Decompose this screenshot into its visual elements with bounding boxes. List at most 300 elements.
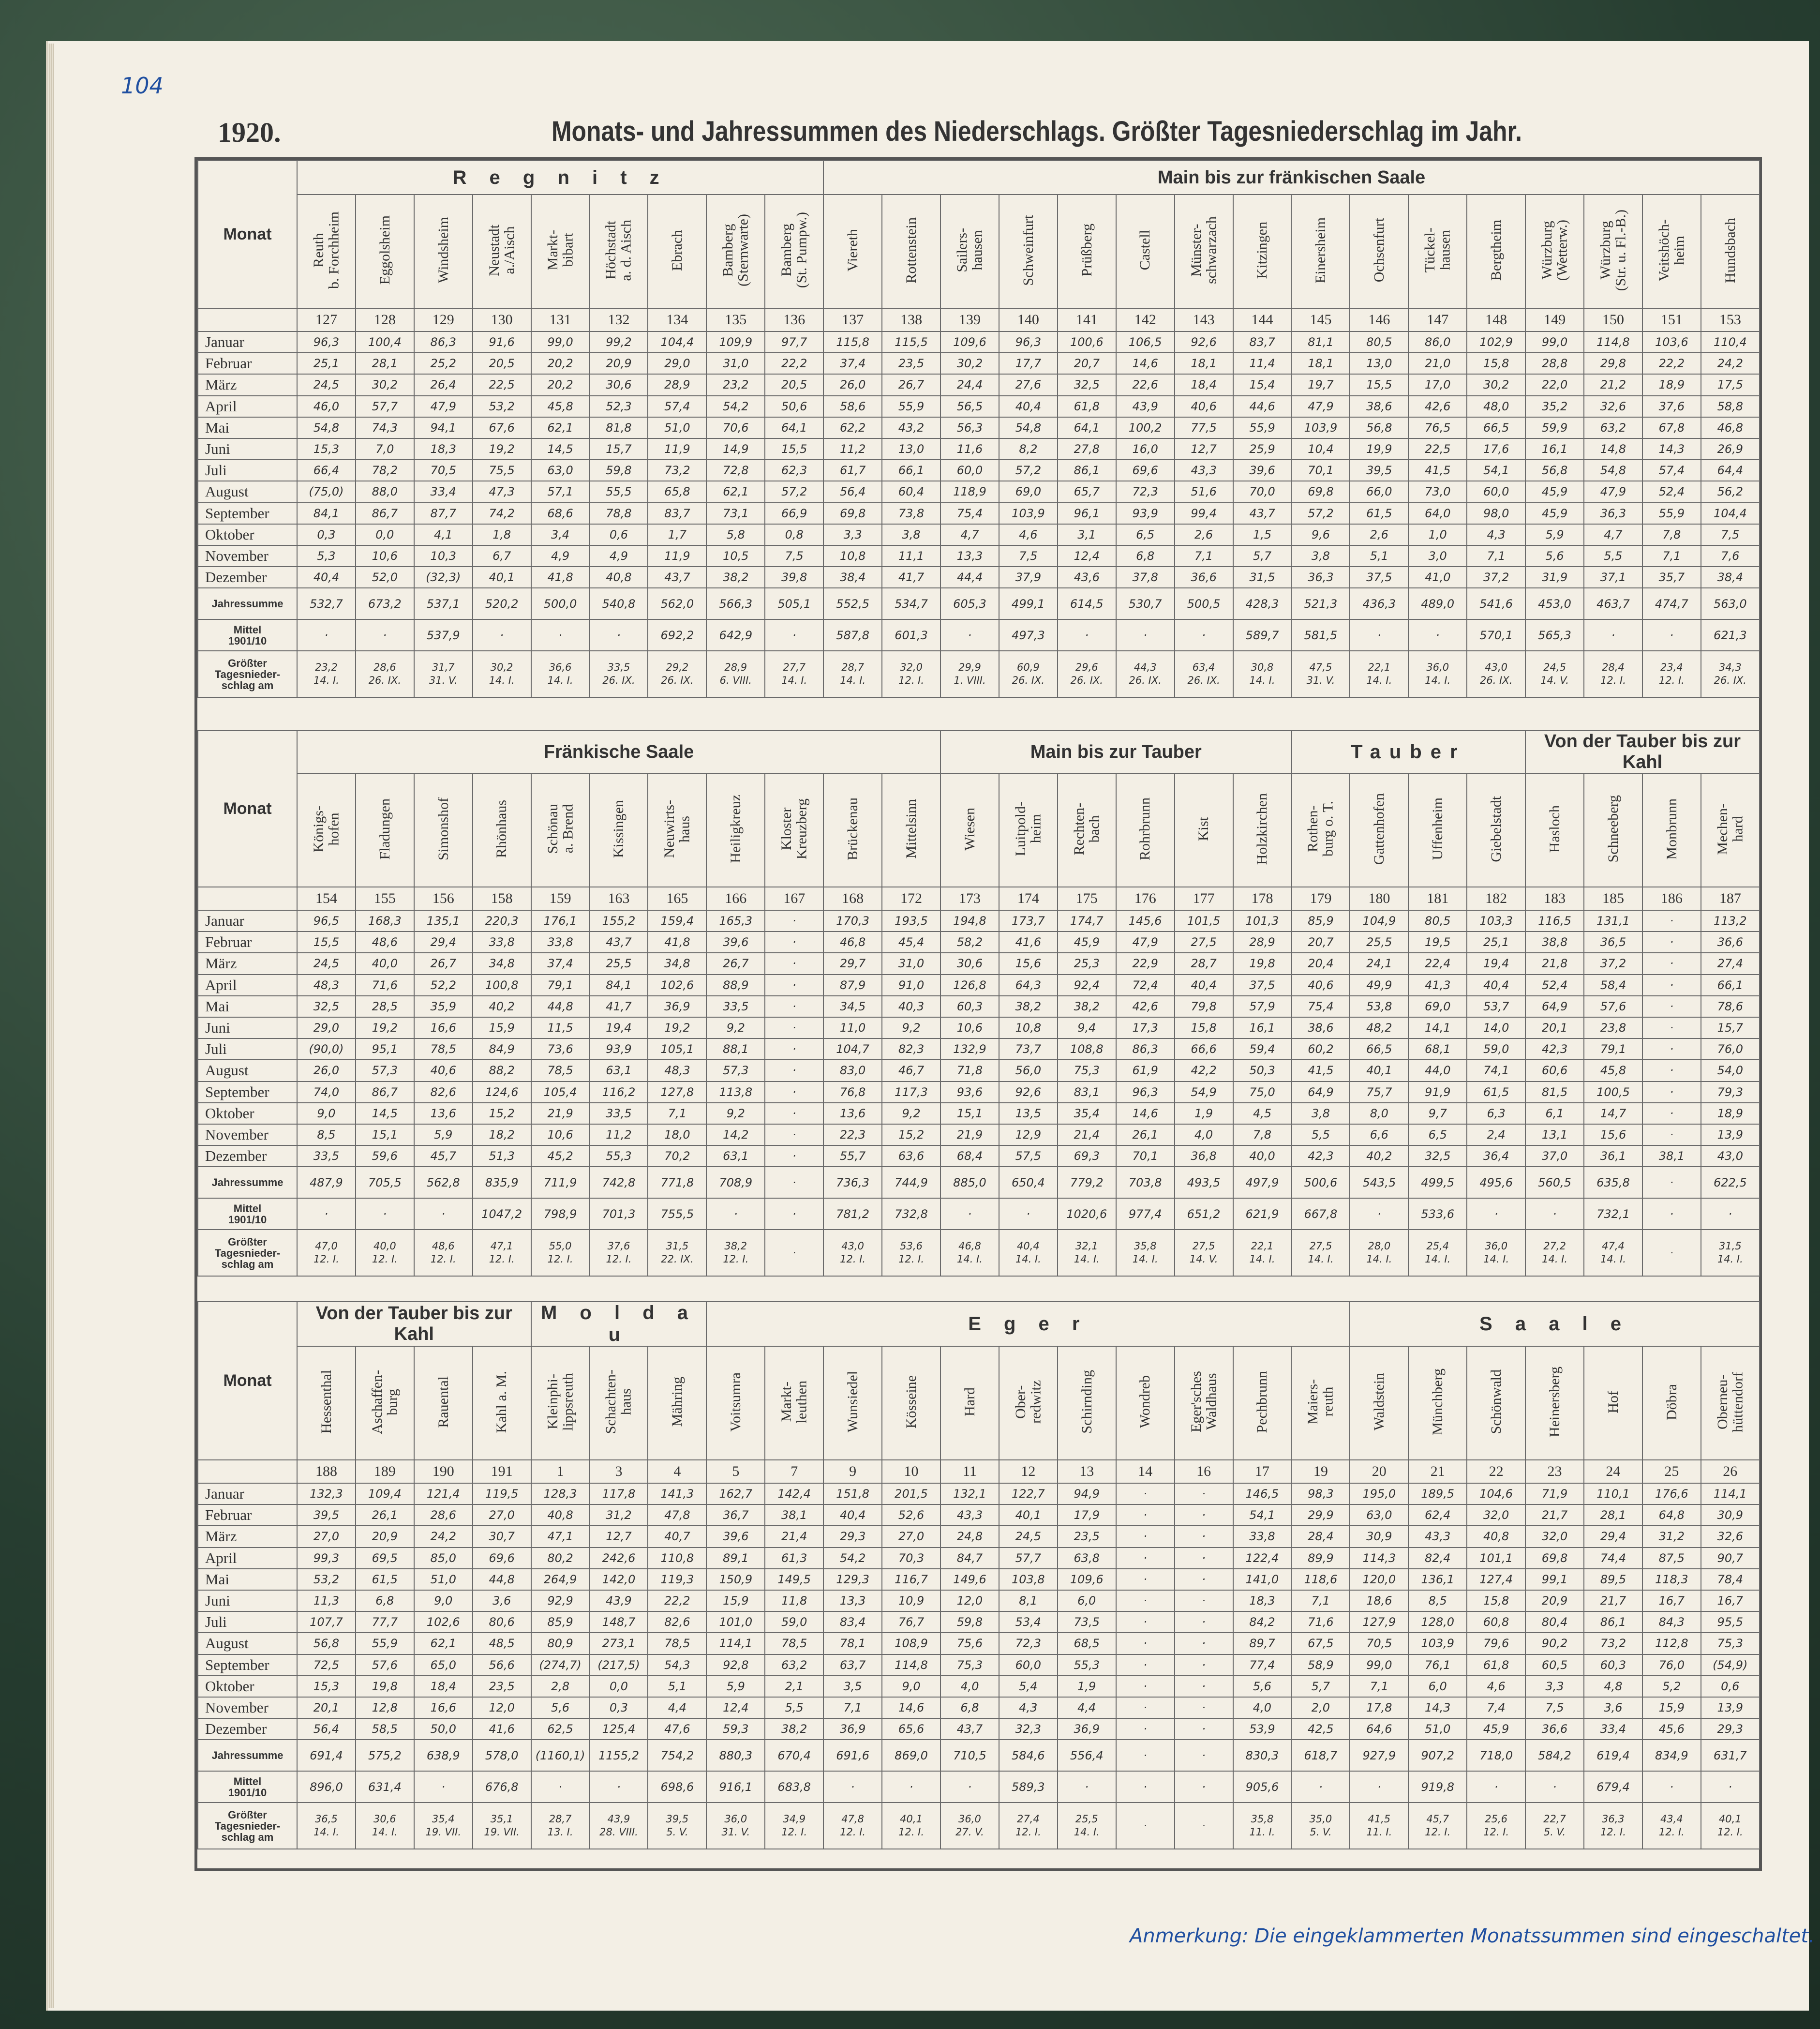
- value-cell: 39,6: [706, 932, 765, 953]
- station-name-label: Tückel- hausen: [1422, 227, 1453, 273]
- value-cell: 86,3: [1116, 1038, 1175, 1060]
- precipitation-table: [194, 157, 1762, 1871]
- value-cell: 57,4: [1642, 460, 1701, 481]
- value-cell: 75,7: [1350, 1082, 1408, 1103]
- mittel-cell: ·: [882, 1771, 940, 1803]
- value-cell: 13,1: [1525, 1124, 1584, 1145]
- value-cell: 59,8: [590, 460, 648, 481]
- value-cell: 49,9: [1350, 975, 1408, 996]
- month-label: August: [198, 1060, 297, 1081]
- value-cell: 67,8: [1642, 417, 1701, 438]
- value-cell: 73,1: [706, 503, 765, 524]
- value-cell: 26,7: [414, 953, 473, 974]
- jahressumme-cell: 556,4: [1058, 1740, 1116, 1771]
- value-cell: 36,7: [706, 1504, 765, 1526]
- station-number: 182: [1467, 887, 1525, 910]
- station-number: 138: [882, 308, 940, 331]
- mittel-cell: 642,9: [706, 619, 765, 651]
- mittel-cell: ·: [414, 1771, 473, 1803]
- jahressumme-label: Jahressumme: [198, 1740, 297, 1771]
- value-cell: 5,7: [1291, 1676, 1350, 1697]
- value-cell: 16,6: [414, 1697, 473, 1718]
- station-name-label: Monbrunn: [1663, 798, 1680, 860]
- value-cell: 10,6: [356, 545, 414, 567]
- station-number: 149: [1525, 308, 1584, 331]
- groesster-cell: 22,1 14. I.: [1350, 651, 1408, 697]
- value-cell: 80,9: [531, 1633, 590, 1654]
- station-number: 3: [590, 1460, 648, 1483]
- value-cell: 50,6: [765, 396, 823, 417]
- value-cell: 69,6: [1116, 460, 1175, 481]
- value-cell: 37,1: [1584, 567, 1642, 588]
- station-number: 151: [1642, 308, 1701, 331]
- value-cell: 38,6: [1292, 1017, 1350, 1038]
- value-cell: 84,7: [940, 1548, 999, 1569]
- mittel-cell: ·: [1175, 1771, 1233, 1803]
- value-cell: 29,0: [297, 1017, 356, 1038]
- jahressumme-cell: 521,3: [1291, 588, 1350, 619]
- value-cell: 89,9: [1291, 1548, 1350, 1569]
- value-cell: 110,8: [648, 1548, 706, 1569]
- value-cell: 17,7: [999, 353, 1058, 374]
- value-cell: 77,4: [1233, 1654, 1292, 1676]
- value-cell: 40,4: [823, 1504, 882, 1526]
- station-name-label: Uffenheim: [1430, 797, 1446, 860]
- groesster-cell: 25,6 12. I.: [1467, 1803, 1525, 1849]
- value-cell: 109,6: [940, 331, 999, 353]
- value-cell: 33,5: [590, 1103, 648, 1124]
- value-cell: 79,1: [531, 975, 590, 996]
- groesster-cell: 31,7 31. V.: [414, 651, 473, 697]
- groesster-cell: 36,3 12. I.: [1584, 1803, 1642, 1849]
- station-name-label: Würzburg (Wetterw.): [1539, 219, 1570, 281]
- value-cell: 43,7: [940, 1718, 999, 1740]
- station-number: 143: [1175, 308, 1233, 331]
- value-cell: 80,5: [1350, 331, 1408, 353]
- value-cell: 33,4: [1584, 1718, 1642, 1740]
- value-cell: 93,9: [1116, 503, 1175, 524]
- value-cell: 7,5: [1525, 1697, 1584, 1718]
- station-name-label: Kist: [1195, 816, 1212, 841]
- value-cell: 71,6: [356, 975, 414, 996]
- value-cell: ·: [765, 1124, 823, 1145]
- station-number: 132: [590, 308, 648, 331]
- value-cell: 41,3: [1408, 975, 1467, 996]
- mittel-cell: ·: [823, 1771, 882, 1803]
- jahressumme-cell: 830,3: [1233, 1740, 1292, 1771]
- value-cell: 27,0: [882, 1526, 940, 1547]
- value-cell: 48,2: [1350, 1017, 1408, 1038]
- value-cell: 33,8: [473, 932, 531, 953]
- value-cell: 73,0: [1408, 481, 1467, 502]
- jahressumme-cell: 500,6: [1292, 1167, 1350, 1198]
- value-cell: 7,8: [1233, 1124, 1292, 1145]
- value-cell: 104,4: [1701, 503, 1760, 524]
- groesster-cell: 55,0 12. I.: [531, 1230, 590, 1276]
- value-cell: 13,3: [823, 1590, 882, 1611]
- value-cell: 141,0: [1233, 1569, 1292, 1590]
- station-number: 14: [1116, 1460, 1175, 1483]
- value-cell: 99,1: [1525, 1569, 1584, 1590]
- value-cell: 14,8: [1584, 438, 1642, 460]
- mittel-cell: 497,3: [999, 619, 1058, 651]
- value-cell: 11,4: [1233, 353, 1292, 374]
- value-cell: 115,8: [823, 331, 882, 353]
- station-name-label: Prüßberg: [1078, 224, 1095, 277]
- value-cell: 37,5: [1350, 567, 1408, 588]
- value-cell: 116,7: [882, 1569, 940, 1590]
- value-cell: 63,7: [823, 1654, 882, 1676]
- month-label: April: [198, 975, 297, 996]
- value-cell: 25,2: [414, 353, 473, 374]
- value-cell: 48,0: [1467, 396, 1525, 417]
- value-cell: 109,9: [706, 331, 765, 353]
- value-cell: 8,0: [1350, 1103, 1408, 1124]
- value-cell: 105,1: [648, 1038, 706, 1060]
- value-cell: 88,0: [356, 481, 414, 502]
- groesster-cell: 32,1 14. I.: [1058, 1230, 1116, 1276]
- value-cell: 60,3: [1584, 1654, 1642, 1676]
- value-cell: (75,0): [297, 481, 356, 502]
- value-cell: 58,2: [940, 932, 999, 953]
- value-cell: 42,6: [1408, 396, 1467, 417]
- value-cell: 78,5: [765, 1633, 823, 1654]
- value-cell: 95,5: [1701, 1611, 1760, 1633]
- value-cell: 5,2: [1642, 1676, 1701, 1697]
- value-cell: 8,1: [999, 1590, 1058, 1611]
- station-number: 158: [473, 887, 531, 910]
- value-cell: 5,5: [1292, 1124, 1350, 1145]
- value-cell: 6,0: [1408, 1676, 1467, 1697]
- value-cell: ·: [765, 910, 823, 932]
- value-cell: 76,1: [1408, 1654, 1467, 1676]
- value-cell: 36,1: [1584, 1145, 1642, 1167]
- value-cell: 42,6: [1116, 996, 1175, 1017]
- blank-cell: [198, 308, 297, 331]
- value-cell: 12,4: [706, 1697, 765, 1718]
- groesster-cell: 35,1 19. VII.: [473, 1803, 531, 1849]
- mittel-cell: 905,6: [1233, 1771, 1292, 1803]
- value-cell: 64,8: [1642, 1504, 1701, 1526]
- mittel-cell: 565,3: [1525, 619, 1584, 651]
- value-cell: 142,4: [765, 1483, 823, 1504]
- value-cell: 109,4: [356, 1483, 414, 1504]
- value-cell: 85,0: [414, 1548, 473, 1569]
- value-cell: 15,1: [356, 1124, 414, 1145]
- month-label: Juli: [198, 460, 297, 481]
- station-name-label: Schweinfurt: [1020, 214, 1036, 286]
- value-cell: 80,6: [473, 1611, 531, 1633]
- value-cell: 82,3: [882, 1038, 940, 1060]
- jahressumme-cell: 493,5: [1175, 1167, 1233, 1198]
- value-cell: 81,5: [1525, 1082, 1584, 1103]
- value-cell: 56,8: [1350, 417, 1408, 438]
- value-cell: 101,5: [1175, 910, 1233, 932]
- station-name-label: Schönwald: [1488, 1369, 1504, 1434]
- value-cell: 55,5: [590, 481, 648, 502]
- value-cell: 25,5: [1350, 932, 1408, 953]
- value-cell: 11,0: [823, 1017, 882, 1038]
- groesster-cell: 29,6 26. IX.: [1058, 651, 1116, 697]
- value-cell: 15,9: [1642, 1697, 1701, 1718]
- jahressumme-cell: 703,8: [1116, 1167, 1175, 1198]
- value-cell: 7,1: [1350, 1676, 1408, 1697]
- month-label: November: [198, 1697, 297, 1718]
- value-cell: 56,6: [473, 1654, 531, 1676]
- value-cell: 31,0: [706, 353, 765, 374]
- value-cell: 44,6: [1233, 396, 1292, 417]
- value-cell: 3,4: [531, 524, 590, 545]
- value-cell: 13,3: [940, 545, 999, 567]
- jahressumme-cell: 532,7: [297, 588, 356, 619]
- value-cell: 6,8: [940, 1697, 999, 1718]
- value-cell: 12,4: [1058, 545, 1116, 567]
- mittel-cell: ·: [1642, 619, 1701, 651]
- jahressumme-cell: 927,9: [1350, 1740, 1408, 1771]
- value-cell: 11,3: [297, 1590, 356, 1611]
- value-cell: 28,8: [1525, 353, 1584, 374]
- mittel-cell: 732,8: [882, 1198, 940, 1230]
- value-cell: 47,8: [648, 1504, 706, 1526]
- month-label: Dezember: [198, 567, 297, 588]
- station-name: [1291, 1346, 1350, 1460]
- groesster-cell: 30,2 14. I.: [473, 651, 531, 697]
- station-name: [473, 1346, 531, 1460]
- value-cell: 80,5: [1408, 910, 1467, 932]
- value-cell: 27,8: [1058, 438, 1116, 460]
- jahressumme-cell: (1160,1): [531, 1740, 590, 1771]
- value-cell: 24,2: [1701, 353, 1760, 374]
- value-cell: 46,7: [882, 1060, 940, 1081]
- footnote: Anmerkung: Die eingeklammerten Monatssummen sind eingeschaltet.: [1130, 1925, 1815, 1947]
- value-cell: 29,7: [823, 953, 882, 974]
- value-cell: 106,5: [1116, 331, 1175, 353]
- value-cell: 77,5: [1175, 417, 1233, 438]
- station-name: [648, 1346, 706, 1460]
- station-name: [882, 773, 940, 887]
- groesster-cell: 35,8 11. I.: [1233, 1803, 1292, 1849]
- mittel-label: Mittel 1901/10: [198, 1198, 297, 1230]
- value-cell: 54,8: [999, 417, 1058, 438]
- value-cell: 114,8: [1584, 331, 1642, 353]
- value-cell: 5,5: [765, 1697, 823, 1718]
- station-name: [940, 773, 999, 887]
- value-cell: 8,5: [1408, 1590, 1467, 1611]
- value-cell: 88,9: [706, 975, 765, 996]
- value-cell: 116,5: [1525, 910, 1584, 932]
- station-name: [356, 1346, 414, 1460]
- monat-header: Monat: [198, 161, 297, 308]
- groesster-cell: 53,6 12. I.: [882, 1230, 940, 1276]
- value-cell: 89,1: [706, 1548, 765, 1569]
- value-cell: 60,4: [882, 481, 940, 502]
- value-cell: 30,2: [1467, 374, 1525, 395]
- groesster-cell: 41,5 11. I.: [1350, 1803, 1408, 1849]
- monat-header: Monat: [198, 731, 297, 887]
- station-name-label: Höchstadt a. d. Aisch: [603, 219, 634, 281]
- station-number: 172: [882, 887, 940, 910]
- jahressumme-cell: 566,3: [706, 588, 765, 619]
- value-cell: 35,7: [1642, 567, 1701, 588]
- value-cell: ·: [1175, 1548, 1233, 1569]
- value-cell: 72,3: [1116, 481, 1175, 502]
- station-number: 135: [706, 308, 765, 331]
- value-cell: 73,2: [1584, 1633, 1642, 1654]
- value-cell: ·: [765, 953, 823, 974]
- station-name-label: Bergtheim: [1488, 219, 1504, 281]
- station-name: [531, 195, 590, 308]
- value-cell: 108,8: [1058, 1038, 1116, 1060]
- value-cell: 19,4: [590, 1017, 648, 1038]
- jahressumme-cell: 562,0: [648, 588, 706, 619]
- station-name-label: Hof: [1605, 1390, 1621, 1413]
- value-cell: 5,8: [706, 524, 765, 545]
- value-cell: 88,2: [473, 1060, 531, 1081]
- value-cell: ·: [1642, 1103, 1701, 1124]
- value-cell: 62,3: [765, 460, 823, 481]
- station-number: 167: [765, 887, 823, 910]
- value-cell: 57,6: [1584, 996, 1642, 1017]
- mittel-cell: 755,5: [648, 1198, 706, 1230]
- value-cell: 127,9: [1350, 1611, 1408, 1633]
- value-cell: 5,6: [531, 1697, 590, 1718]
- value-cell: 44,4: [940, 567, 999, 588]
- value-cell: 15,3: [297, 1676, 356, 1697]
- jahressumme-cell: 584,2: [1525, 1740, 1584, 1771]
- value-cell: 0,0: [356, 524, 414, 545]
- station-name-label: Fladungen: [376, 798, 393, 860]
- station-name-label: Wiesen: [961, 807, 978, 851]
- value-cell: 242,6: [590, 1548, 648, 1569]
- value-cell: 42,2: [1175, 1060, 1233, 1081]
- value-cell: 45,8: [1584, 1060, 1642, 1081]
- value-cell: 6,7: [473, 545, 531, 567]
- station-number: 5: [706, 1460, 765, 1483]
- groesster-cell: 28,4 12. I.: [1584, 651, 1642, 697]
- value-cell: 100,8: [473, 975, 531, 996]
- value-cell: ·: [1175, 1611, 1233, 1633]
- station-number: 147: [1408, 308, 1467, 331]
- value-cell: 18,2: [473, 1124, 531, 1145]
- value-cell: 3,3: [823, 524, 882, 545]
- value-cell: 119,3: [648, 1569, 706, 1590]
- groesster-cell: 40,1 12. I.: [882, 1803, 940, 1849]
- jahressumme-cell: 907,2: [1408, 1740, 1467, 1771]
- value-cell: 32,5: [1058, 374, 1116, 395]
- value-cell: 19,2: [473, 438, 531, 460]
- value-cell: 57,2: [1291, 503, 1350, 524]
- value-cell: 13,6: [414, 1103, 473, 1124]
- value-cell: 64,9: [1525, 996, 1584, 1017]
- value-cell: 84,1: [297, 503, 356, 524]
- value-cell: 45,2: [531, 1145, 590, 1167]
- jahressumme-cell: 880,3: [706, 1740, 765, 1771]
- value-cell: 69,0: [1408, 996, 1467, 1017]
- value-cell: 7,5: [765, 545, 823, 567]
- value-cell: 19,2: [648, 1017, 706, 1038]
- value-cell: 84,2: [1233, 1611, 1292, 1633]
- value-cell: 44,0: [1408, 1060, 1467, 1081]
- value-cell: ·: [765, 1017, 823, 1038]
- value-cell: 57,9: [1233, 996, 1292, 1017]
- station-name-label: Hundsbach: [1722, 217, 1738, 283]
- value-cell: 174,7: [1058, 910, 1116, 932]
- value-cell: 58,8: [1701, 396, 1760, 417]
- value-cell: 64,3: [999, 975, 1058, 996]
- value-cell: 26,1: [356, 1504, 414, 1526]
- value-cell: 47,9: [1291, 396, 1350, 417]
- station-name: [1292, 773, 1350, 887]
- groesster-cell: 27,2 14. I.: [1525, 1230, 1584, 1276]
- value-cell: 4,4: [1058, 1697, 1116, 1718]
- station-name-label: Veitshöch- heim: [1656, 219, 1687, 282]
- value-cell: 36,6: [1525, 1718, 1584, 1740]
- value-cell: 15,5: [765, 438, 823, 460]
- station-number: 137: [823, 308, 882, 331]
- value-cell: ·: [1116, 1548, 1175, 1569]
- jahressumme-cell: 530,7: [1116, 588, 1175, 619]
- month-label: Januar: [198, 331, 297, 353]
- value-cell: 3,0: [1408, 545, 1467, 567]
- value-cell: 58,6: [823, 396, 882, 417]
- value-cell: 61,5: [1467, 1082, 1525, 1103]
- value-cell: 7,8: [1642, 524, 1701, 545]
- value-cell: 103,9: [1291, 417, 1350, 438]
- station-number: 181: [1408, 887, 1467, 910]
- value-cell: 47,6: [648, 1718, 706, 1740]
- value-cell: 72,4: [1116, 975, 1175, 996]
- value-cell: 39,5: [297, 1504, 356, 1526]
- value-cell: 29,4: [1584, 1526, 1642, 1547]
- value-cell: 92,6: [999, 1082, 1058, 1103]
- value-cell: 5,9: [706, 1676, 765, 1697]
- station-name-label: Schachten- haus: [603, 1369, 634, 1434]
- groesster-cell: 28,0 14. I.: [1350, 1230, 1408, 1276]
- value-cell: 56,8: [1525, 460, 1584, 481]
- value-cell: ·: [765, 996, 823, 1017]
- station-name: [1642, 1346, 1701, 1460]
- value-cell: 48,6: [356, 932, 414, 953]
- jahressumme-cell: 499,1: [999, 588, 1058, 619]
- value-cell: 118,9: [940, 481, 999, 502]
- groesster-cell: 63,4 26. IX.: [1175, 651, 1233, 697]
- value-cell: 61,7: [823, 460, 882, 481]
- value-cell: 96,3: [297, 331, 356, 353]
- jahressumme-cell: 691,6: [823, 1740, 882, 1771]
- station-number: 165: [648, 887, 706, 910]
- value-cell: 4,9: [590, 545, 648, 567]
- value-cell: 1,7: [648, 524, 706, 545]
- value-cell: 61,8: [1058, 396, 1116, 417]
- value-cell: 54,3: [648, 1654, 706, 1676]
- value-cell: 33,5: [706, 996, 765, 1017]
- value-cell: 64,9: [1292, 1082, 1350, 1103]
- jahressumme-cell: 708,9: [706, 1167, 765, 1198]
- value-cell: 57,7: [356, 396, 414, 417]
- month-label: Juli: [198, 1611, 297, 1633]
- station-number: 22: [1467, 1460, 1525, 1483]
- groesster-cell: 48,6 12. I.: [414, 1230, 473, 1276]
- value-cell: 52,3: [590, 396, 648, 417]
- station-name-label: Münchberg: [1429, 1368, 1446, 1435]
- value-cell: 103,9: [999, 503, 1058, 524]
- value-cell: 63,0: [531, 460, 590, 481]
- station-name-label: Kösseine: [903, 1375, 919, 1428]
- value-cell: 43,2: [882, 417, 940, 438]
- value-cell: 23,2: [706, 374, 765, 395]
- value-cell: 40,2: [473, 996, 531, 1017]
- river-group-header: Main bis zur Tauber: [940, 731, 1291, 773]
